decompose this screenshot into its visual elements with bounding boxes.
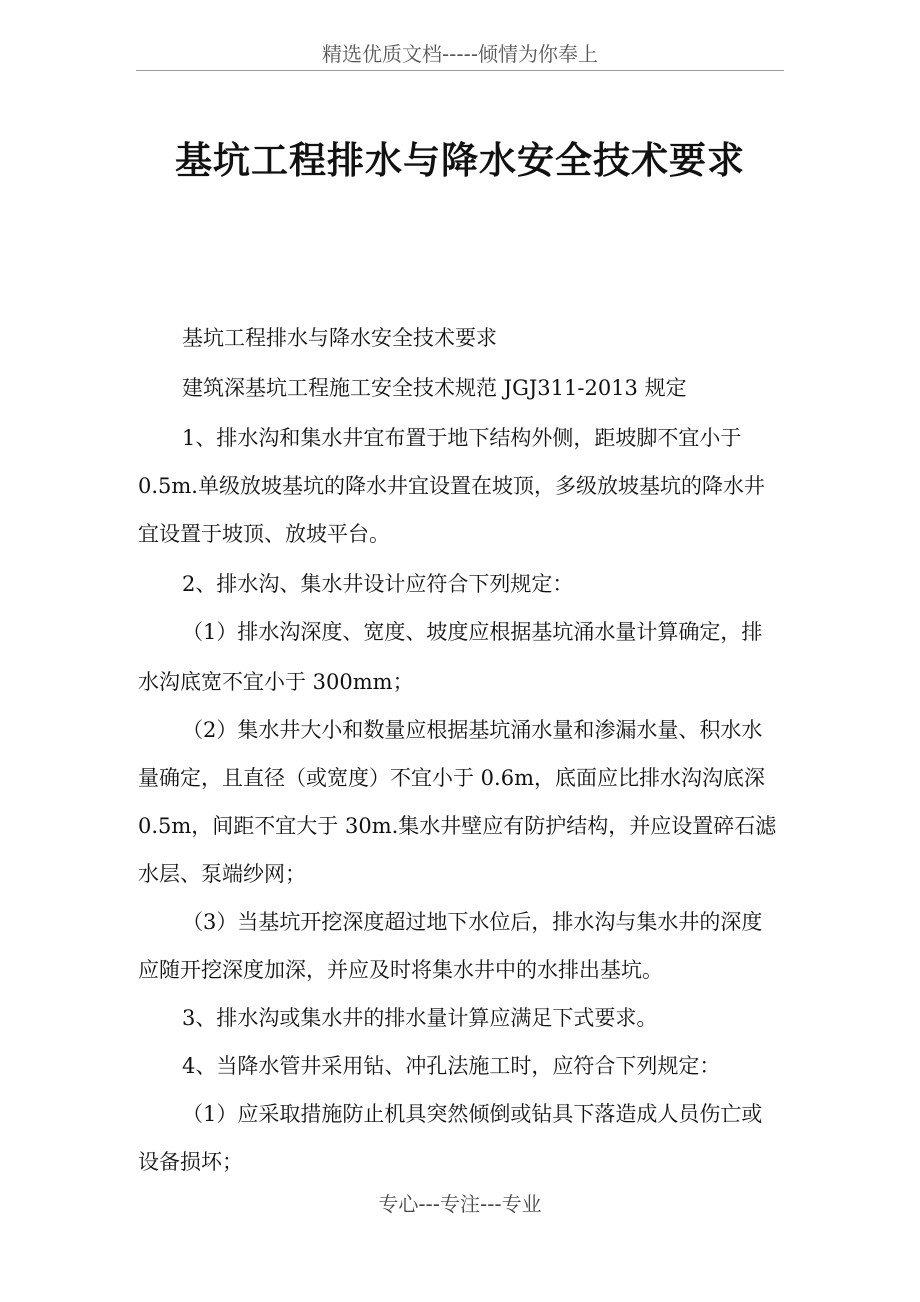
body-line: 应随开挖深度加深，并应及时将集水井中的水排出基坑。 [138, 958, 663, 982]
body-line: （1）排水沟深度、宽度、坡度应根据基坑涌水量计算确定，排 [182, 620, 763, 644]
body-line: 建筑深基坑工程施工安全技术规范 JGJ311-2013 规定 [182, 376, 687, 400]
page-footer: 专心---专注---专业 [378, 1192, 542, 1216]
page-header: 精选优质文档-----倾情为你奉上 [321, 42, 599, 66]
body-line: 4、当降水管井采用钻、冲孔法施工时，应符合下列规定： [182, 1054, 721, 1078]
body-line: 0.5m，间距不宜大于 30m.集水井壁应有防护结构，并应设置碎石滤 [138, 814, 777, 838]
body-line: 2、排水沟、集水井设计应符合下列规定： [182, 572, 574, 596]
document-title: 基坑工程排水与降水安全技术要求 [175, 139, 745, 182]
body-line: 设备损坏； [138, 1150, 243, 1174]
body-line: 3、排水沟或集水井的排水量计算应满足下式要求。 [182, 1006, 658, 1030]
body-line: 基坑工程排水与降水安全技术要求 [182, 326, 497, 350]
body-line: （1）应采取措施防止机具突然倾倒或钻具下落造成人员伤亡或 [182, 1102, 763, 1126]
body-line: （2）集水井大小和数量应根据基坑涌水量和渗漏水量、积水水 [182, 718, 763, 742]
body-line: 水沟底宽不宜小于 300mm； [138, 670, 414, 694]
body-line: 1、排水沟和集水井宜布置于地下结构外侧，距坡脚不宜小于 [182, 426, 742, 450]
body-line: 0.5m.单级放坡基坑的降水井宜设置在坡顶，多级放坡基坑的降水井 [138, 474, 765, 498]
body-line: 宜设置于坡顶、放坡平台。 [138, 522, 390, 546]
body-line: 量确定，且直径（或宽度）不宜小于 0.6m，底面应比排水沟沟底深 [138, 766, 765, 790]
body-line: （3）当基坑开挖深度超过地下水位后，排水沟与集水井的深度 [182, 910, 763, 934]
body-line: 水层、泵端纱网； [138, 862, 306, 886]
header-divider [136, 70, 784, 71]
